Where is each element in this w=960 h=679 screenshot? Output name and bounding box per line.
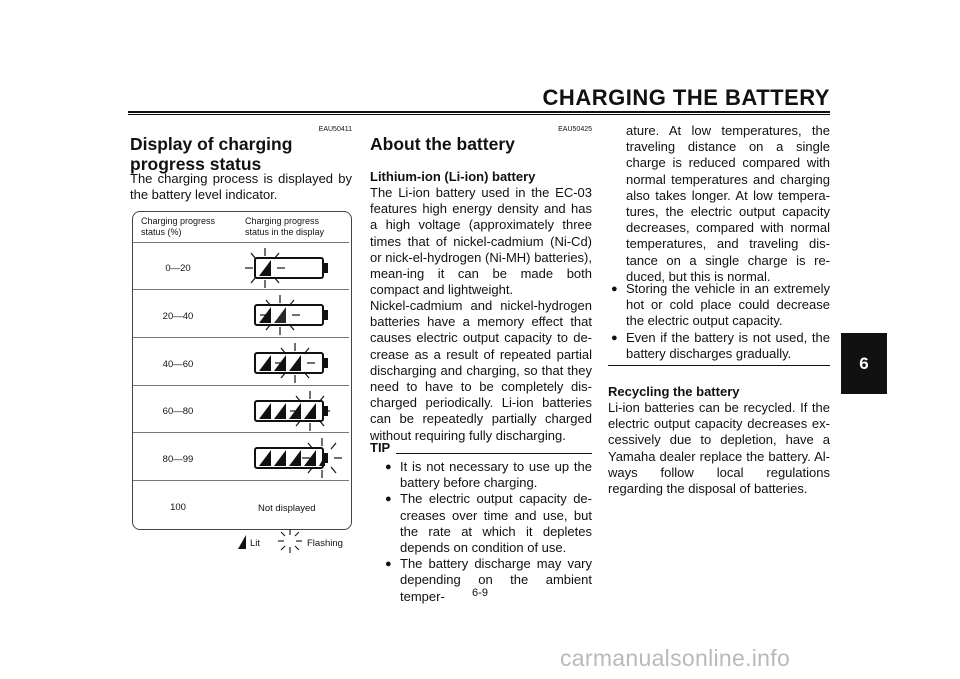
tip-rule [396, 453, 592, 454]
paragraph: Li-ion batteries can be recycled. If the electric output capacity decreases ex-cessively due to depletion, have a Yamaha dealer replace the battery. Al-ways follow local regulations regarding the disposal of batteries. [608, 400, 830, 497]
flashing-segment [289, 355, 301, 371]
lit-segment [259, 450, 271, 466]
lit-segment [259, 355, 271, 371]
flashing-legend-icon [276, 528, 304, 554]
header-rule [128, 111, 830, 113]
lit-legend-icon [238, 535, 248, 549]
header-rule-thin [128, 114, 830, 115]
list-item: ● Storing the vehicle in an extremely hot or cold place could decrease the electric output capacity. [611, 281, 830, 329]
list-item: ● The battery discharge may vary depending on the ambient temper- [385, 556, 592, 604]
not-displayed-label: Not displayed [258, 503, 316, 514]
lit-segment [274, 403, 286, 419]
range-label: 100 [170, 502, 186, 513]
flashing-segment [304, 403, 316, 419]
list-item: ● The electric output capacity de-creases over time and use, but the rate at which it depletes depends on condition of use. [385, 491, 592, 556]
flashing-segment [259, 260, 271, 276]
range-label: 20—40 [162, 311, 194, 322]
figure-col2-header: Charging progress status in the display [245, 216, 325, 237]
section-code: EAU50425 [558, 126, 592, 133]
watermark[interactable]: carmanualsonline.info [560, 645, 791, 671]
list-item: ● It is not necessary to use up the battery before charging. [385, 459, 592, 491]
range-label: 60—80 [162, 406, 194, 417]
lit-segment [274, 450, 286, 466]
paragraph-continued: ature. At low temperatures, the traveling distance on a single charge is reduced compared with normal temperatures and charging also takes longer. At low tempera-tures, the electric output capacity decreases, compared with normal temperatures, and traveling dis-tance on a single charge is re-duced, but this is normal. [626, 123, 830, 284]
range-label: 80—99 [162, 454, 194, 465]
bullet-list [608, 281, 830, 362]
paragraph: Nickel-cadmium and nickel-hydrogen batteries have a memory effect that causes electric output capacity to de-crease as a result of repeated partial discharging and charging, so that they need to have to be completely dis-charged periodically. Li-ion batteries can be repeatedly partially charged without requiring fully discharging. [370, 298, 592, 443]
range-label: 0—20 [165, 263, 191, 274]
figure-col1-header: Charging progress status (%) [141, 216, 216, 237]
flashing-segment [274, 307, 286, 323]
lit-segment [289, 450, 301, 466]
page-title: CHARGING THE BATTERY [542, 85, 830, 110]
subheading: Lithium-ion (Li-ion) battery [370, 169, 536, 184]
section-code: EAU50411 [318, 126, 352, 133]
section-heading: About the battery [370, 134, 515, 154]
legend-flashing-label: Flashing [307, 538, 343, 549]
chapter-tab[interactable]: 6 [841, 333, 887, 394]
range-label: 40—60 [162, 359, 194, 370]
battery-indicator-graphics [225, 243, 349, 483]
intro-paragraph: The charging process is displayed by the battery level indicator. [130, 171, 352, 203]
section-rule [608, 365, 830, 366]
tip-list [382, 459, 592, 605]
page-number: 6-9 [472, 587, 488, 599]
section-heading: Display of charging progress status [130, 134, 293, 174]
tip-label: TIP [370, 440, 391, 455]
subheading: Recycling the battery [608, 384, 740, 399]
lit-segment [259, 403, 271, 419]
paragraph: The Li-ion battery used in the EC-03 features high energy density and has a high voltage (approximately three times that of nickel-cadmium (Ni-Cd) or nick-el-hydrogen (Ni-MH) batteries), mean-ing it can be made both compact and lightweight. [370, 185, 592, 298]
legend-lit-label: Lit [250, 538, 261, 549]
list-item: ● Even if the battery is not used, the battery discharges gradually. [611, 329, 830, 361]
